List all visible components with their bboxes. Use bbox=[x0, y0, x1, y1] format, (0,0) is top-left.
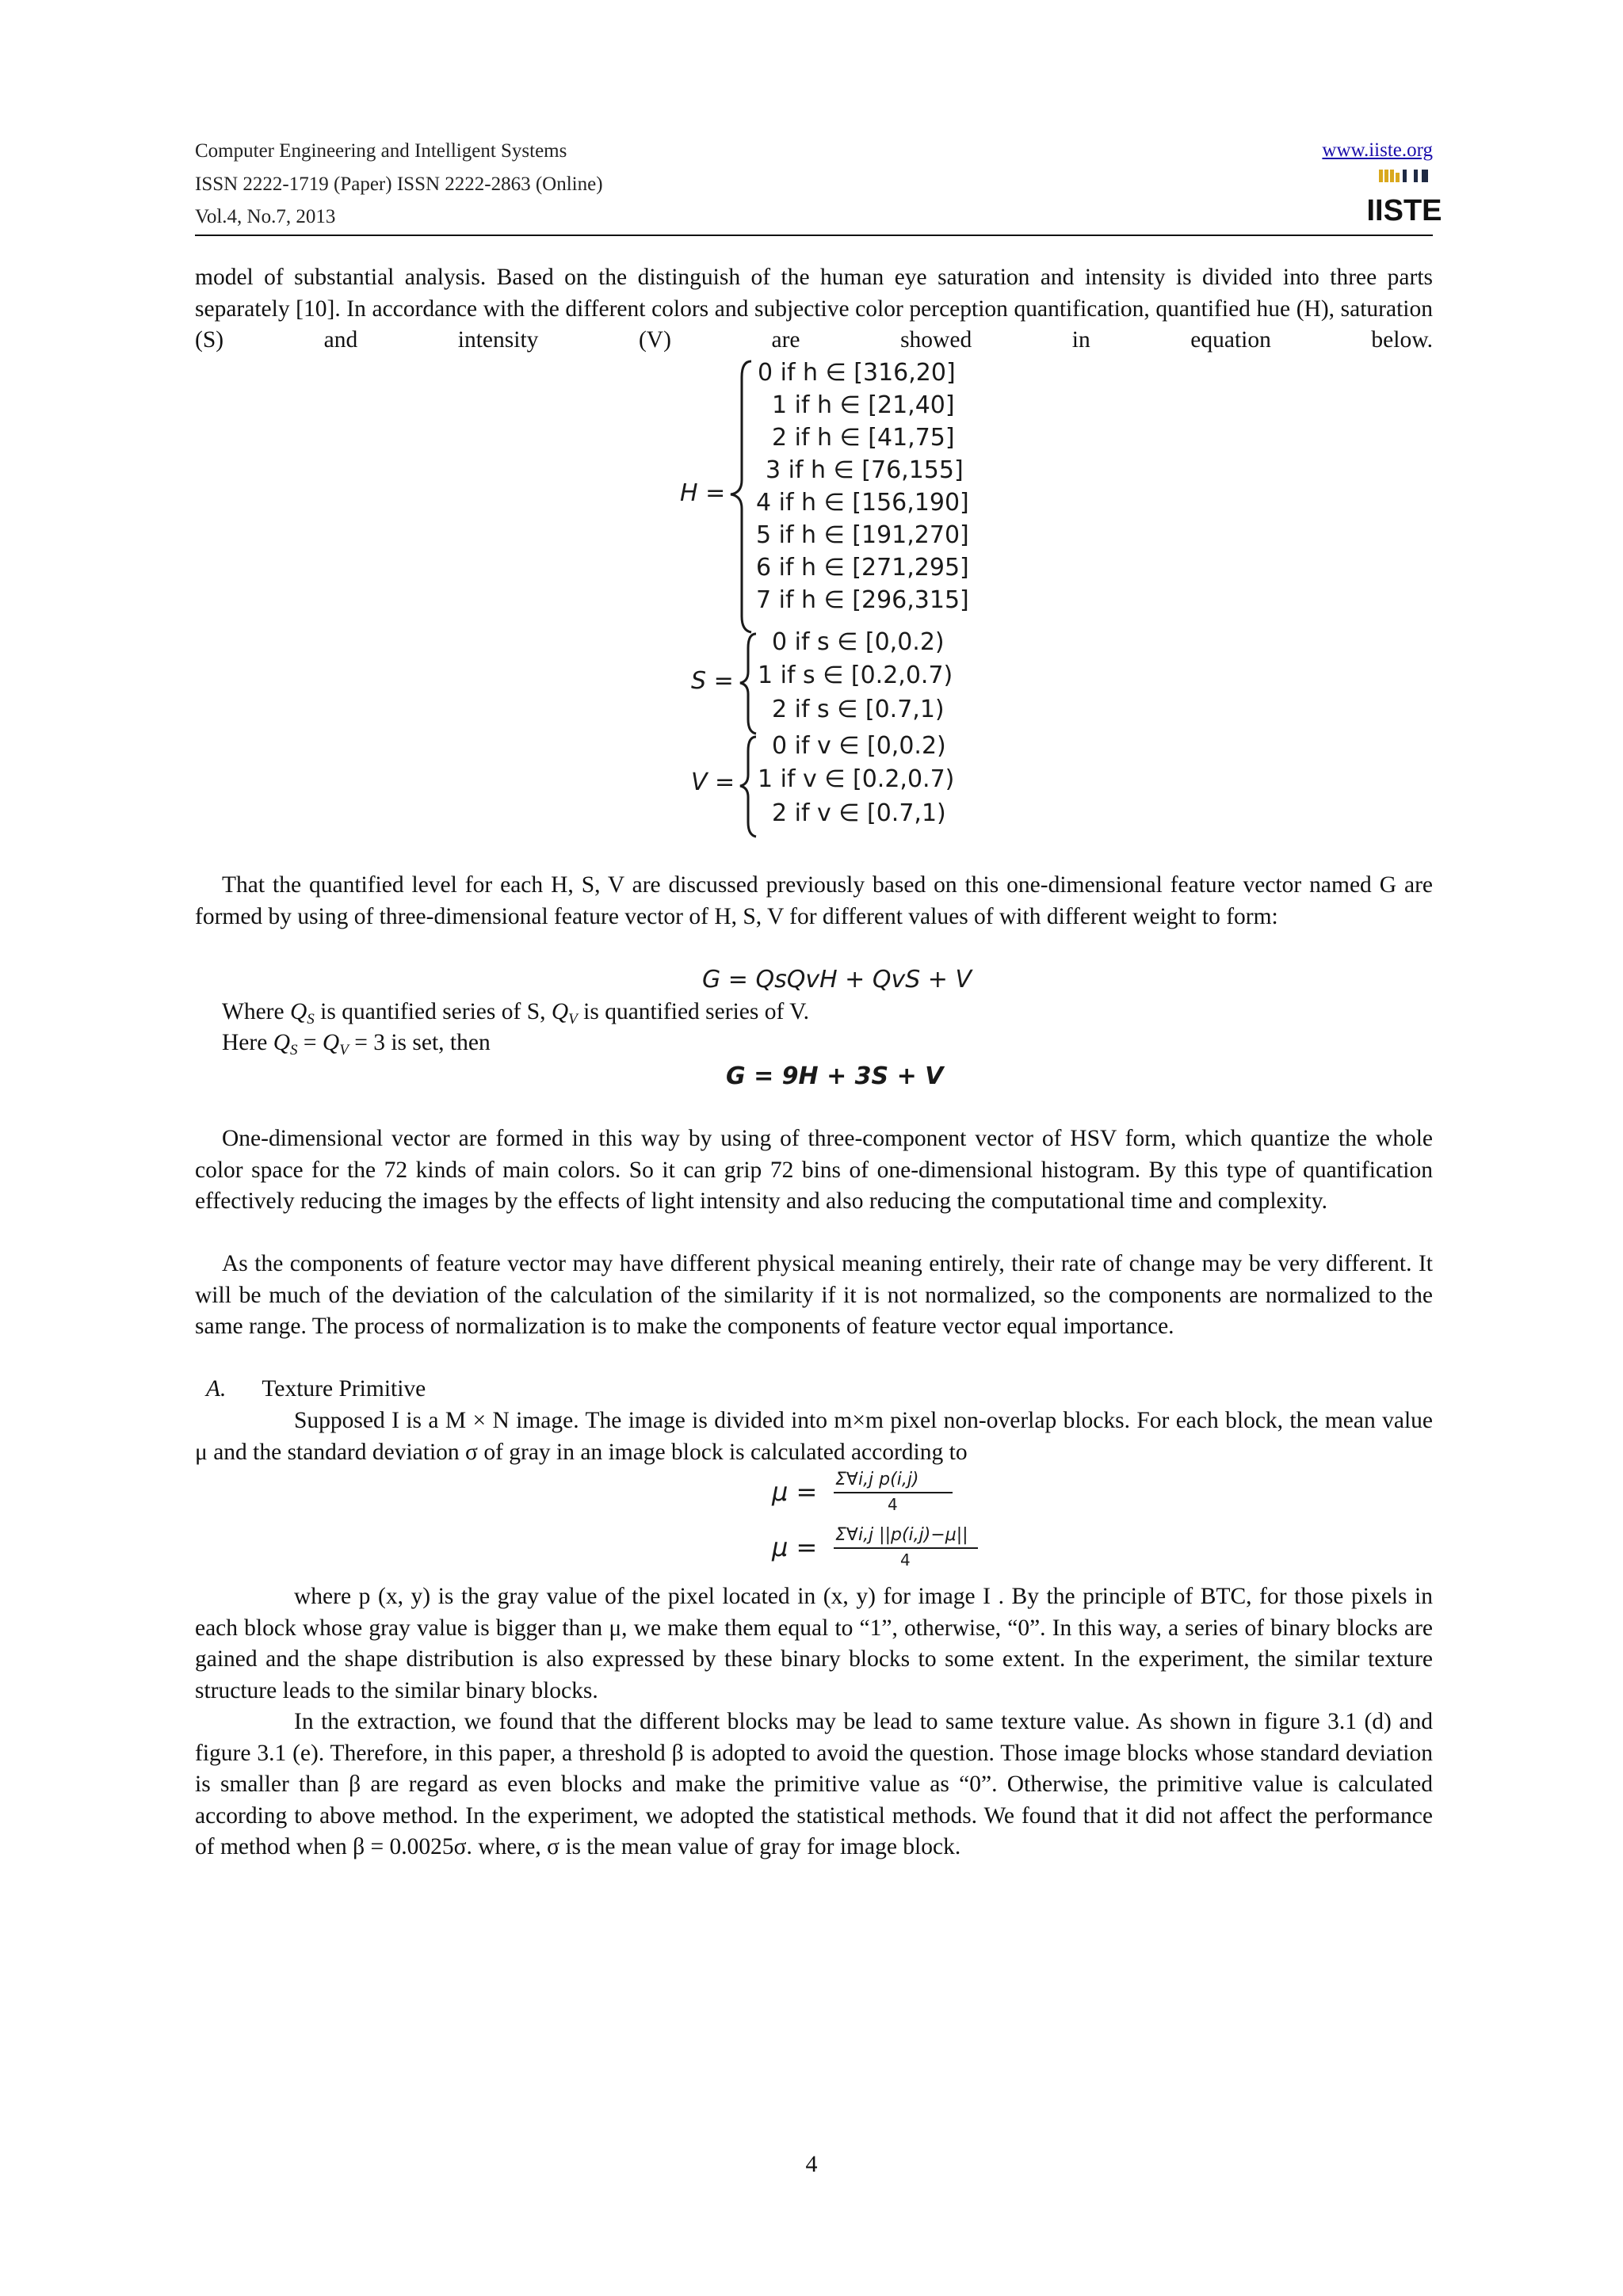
svg-text:Σ∀i,j p(i,j): Σ∀i,j p(i,j) bbox=[835, 1470, 919, 1489]
svg-text:1 if s ∈ [0.2,0.7): 1 if s ∈ [0.2,0.7) bbox=[758, 662, 953, 689]
hsv-quantization-equations bbox=[674, 355, 991, 845]
svg-text:2 if v ∈ [0.7,1): 2 if v ∈ [0.7,1) bbox=[772, 799, 946, 827]
svg-text:6 if h ∈ [271,295]: 6 if h ∈ [271,295] bbox=[756, 554, 969, 582]
svg-text:μ =: μ = bbox=[772, 1477, 818, 1507]
paragraph-normalization: As the components of feature vector may have different physical meaning entirely, their rate of change may be very different. It will be much of the deviation of the calculation of the similarity if it is not normalized, so the components are normalized to the same range. The process of normalization is to make the components of feature vector equal importance. bbox=[195, 1251, 1433, 1339]
svg-text:7 if h ∈ [296,315]: 7 if h ∈ [296,315] bbox=[756, 586, 969, 614]
journal-volume: Vol.4, No.7, 2013 bbox=[195, 206, 336, 227]
here-qs-qv-line: Here $Q_S = Q_V = 3$ is set, then bbox=[222, 1030, 491, 1058]
svg-text:4 if h ∈ [156,190]: 4 if h ∈ [156,190] bbox=[756, 489, 969, 517]
svg-text:5 if h ∈ [191,270]: 5 if h ∈ [191,270] bbox=[756, 521, 969, 549]
journal-issn: ISSN 2222-1719 (Paper) ISSN 2222-2863 (Online) bbox=[195, 174, 603, 195]
svg-text:Σ∀i,j ||p(i,j)−μ||: Σ∀i,j ||p(i,j)−μ|| bbox=[835, 1525, 968, 1545]
svg-text:1 if h ∈ [21,40]: 1 if h ∈ [21,40] bbox=[772, 391, 955, 419]
svg-text:G = QsQvH + QvS + V: G = QsQvH + QvS + V bbox=[702, 966, 972, 994]
svg-text:4: 4 bbox=[888, 1495, 898, 1514]
svg-text:4: 4 bbox=[900, 1550, 911, 1569]
svg-text:0 if s ∈ [0,0.2): 0 if s ∈ [0,0.2) bbox=[772, 628, 945, 656]
journal-name: Computer Engineering and Intelligent Systems bbox=[195, 140, 567, 162]
svg-text:0 if v ∈ [0,0.2): 0 if v ∈ [0,0.2) bbox=[772, 732, 946, 760]
page-number: 4 bbox=[805, 2151, 818, 2177]
svg-text:V =: V = bbox=[691, 769, 735, 796]
paragraph-texture-blocks: Supposed I is a M × N image. The image is divided into m×m pixel non-overlap blocks. For each block, the mean value μ and the standard deviation σ of gray in an image block is calculated according to bbox=[195, 1408, 1433, 1465]
header-rule bbox=[195, 235, 1433, 236]
section-title: Texture Primitive bbox=[262, 1376, 426, 1402]
paragraph-hsv-intro: model of substantial analysis. Based on the distinguish of the human eye saturation and intensity is divided into three parts separately [10]. In accordance with the different colors and subjective color perception quantification, quantified hue (H), saturation (S) and intensity (V) are showed in equation below. bbox=[195, 265, 1433, 353]
journal-url-link[interactable]: www.iiste.org bbox=[1322, 139, 1433, 161]
paragraph-btc-principle: where p (x, y) is the gray value of the pixel located in (x, y) for image I . By the principle of BTC, for those pixels in each block whose gray value is bigger than μ, we make them equal to “1”, otherwise, “0”. In this way, a series of binary blocks are gained and the shape distribution is also expressed by these binary blocks to some extent. In the experiment, the similar texture structure leads to the similar binary blocks. bbox=[195, 1584, 1433, 1703]
section-letter: A. bbox=[206, 1376, 227, 1402]
equation-g-specific bbox=[723, 1057, 944, 1093]
paragraph-feature-vector: That the quantified level for each H, S, V are discussed previously based on this one-dimensional feature vector named G are formed by using of three-dimensional feature vector of H, S, V for different values of with different weight to form: bbox=[195, 872, 1433, 929]
paragraph-one-dimensional-vector: One-dimensional vector are formed in this way by using of three-component vector of HSV form, which quantize the whole color space for the 72 kinds of main colors. So it can grip 72 bins of one-dimensional histogram. By this type of quantification effectively reducing the images by the effects of light intensity and also reducing the computational time and complexity. bbox=[195, 1126, 1433, 1214]
svg-text:1 if v ∈ [0.2,0.7): 1 if v ∈ [0.2,0.7) bbox=[758, 765, 955, 793]
iiste-logo bbox=[1366, 168, 1442, 227]
svg-text:2 if h ∈ [41,75]: 2 if h ∈ [41,75] bbox=[772, 424, 955, 452]
where-qs-qv-line: Where $Q_S$ is quantified series of S, $Q_V$ is quantified series of V. bbox=[222, 999, 810, 1028]
svg-text:H =: H = bbox=[680, 479, 726, 507]
equation-mu-sigma bbox=[770, 1467, 984, 1572]
svg-text:2 if s ∈ [0.7,1): 2 if s ∈ [0.7,1) bbox=[772, 696, 945, 723]
svg-text:IISTE: IISTE bbox=[1366, 194, 1442, 227]
svg-text:S =: S = bbox=[691, 667, 734, 695]
paragraph-threshold: In the extraction, we found that the different blocks may be lead to same texture value. As shown in figure 3.1 (d) and figure 3.1 (e). Therefore, in this paper, a threshold β is adopted to avoid the question. Those image blocks whose standard deviation is smaller than β are regard as even blocks and make the primitive value as “0”. Otherwise, the primitive value is calculated according to above method. In the experiment, we adopted the statistical methods. We found that it did not affect the performance of method when β = 0.0025σ. where, σ is the mean value of gray for image block. bbox=[195, 1709, 1433, 1859]
svg-text:μ =: μ = bbox=[772, 1532, 818, 1562]
equation-g-general bbox=[699, 960, 984, 997]
svg-text:0 if h ∈ [316,20]: 0 if h ∈ [316,20] bbox=[758, 359, 956, 387]
section-heading bbox=[206, 1374, 426, 1405]
svg-text:3 if h ∈ [76,155]: 3 if h ∈ [76,155] bbox=[766, 456, 964, 484]
svg-text:G = 9H + 3S + V: G = 9H + 3S + V bbox=[726, 1062, 944, 1090]
